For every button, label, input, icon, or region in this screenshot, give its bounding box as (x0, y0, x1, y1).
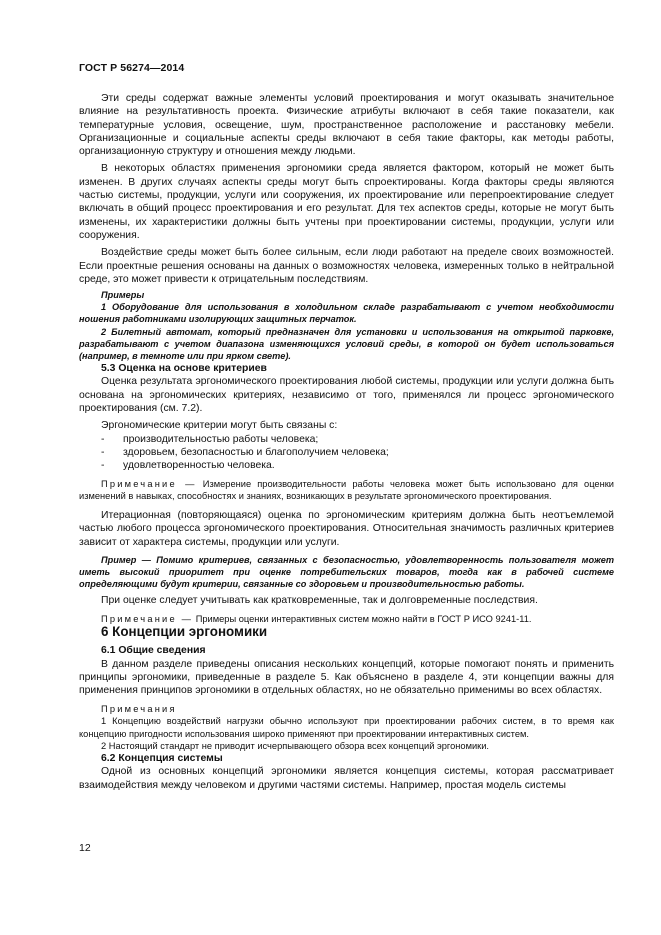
examples-heading: Примеры (101, 290, 145, 301)
paragraph-environment-impact: Воздействие среды может быть более сильным, если люди работают на пределе своих возможностей. Если проектные решения основаны на данных о возможностях человека, измеренных только в нейтральной среде, это может привести к отрицательным последствиям. (79, 247, 614, 285)
criteria-list (79, 433, 614, 473)
note-label: Примечание — (101, 613, 194, 624)
paragraph-evaluation: Оценка результата эргономического проектирования любой системы, продукции или услуги должна быть основана на эргономических критериях, независимо от того, применялся ли процесс эргономического проектирования (см. 7.2). (79, 376, 614, 415)
example-ticket-machine: 2 Билетный автомат, который предназначен для установки и использования на открытой парковке, разрабатывают с учетом диапазона изменяющихся условий среды, в которой он будет использоваться (например, в темноте или при ярком свете). (79, 326, 614, 361)
note-load-concept: 1 Концепцию воздействий нагрузки обычно используют при проектировании рабочих систем, в то время как концепцию пригодности использования широко применяют при проектировании интерактивных систем. (79, 716, 614, 739)
page-number: 12 (79, 842, 91, 854)
note-not-exhaustive: 2 Настоящий стандарт не приводит исчерпывающего обзора всех концепций эргономики. (101, 740, 490, 751)
paragraph-system-concept: Одной из основных концепций эргономики является концепция системы, которая рассматривает взаимодействия между человеком и другими частями системы. Например, простая модель системы (79, 766, 614, 791)
paragraph-consequences: При оценке следует учитывать как кратковременные, так и долговременные последствия. (101, 595, 538, 607)
section-5-3-title: 5.3 Оценка на основе критериев (101, 363, 267, 375)
section-6-1-title: 6.1 Общие сведения (101, 645, 206, 657)
section-6-title: 6 Концепции эргономики (101, 623, 268, 639)
section-6-2-title: 6.2 Концепция системы (101, 753, 223, 765)
paragraph-environment-factor: В некоторых областях применения эргономики среда является фактором, который не может быть изменен. В других случаях аспекты среды могут быть спроектированы. Когда факторы среды являются частью системы, продукции, услуги или сооружения, их проектирование или перепроектирование следует включать в общий процесс проектирования и его результат. Для тех аспектов среды, которые не могут быть изменены, их характеристики должны быть учтены при проектировании системы, продукции, услуги или сооружения. (79, 163, 614, 241)
notes-label: Примечания (101, 704, 177, 715)
paragraph-environment-elements: Эти среды содержат важные элементы условий проектирования и могут оказывать значительное влияние на результативность проекта. Физические атрибуты включают в себя такие показатели, как температурные условия, освещение, шум, пространственное расположение и расстановку мебели. Организационные и социальные аспекты среды включают в себя такие факторы, как методы работы, организационную структуру и отношения между людьми. (79, 93, 614, 158)
example-cold-storage: 1 Оборудование для использования в холодильном складе разрабатывают с учетом необходимости ношения работниками изолирующих защитных перчаток. (79, 302, 614, 325)
paragraph-concepts-overview: В данном разделе приведены описания нескольких концепций, которые помогают понять и применить принципы эргономики, приведенные в разделе 5. Как объяснено в разделе 4, эти концепции важны для применения принципов эргономики в отдельных областях, но не обязательно применимы во всех областях. (79, 658, 614, 697)
document-code-header: ГОСТ Р 56274—2014 (79, 62, 185, 74)
note-performance (79, 478, 614, 502)
list-item: - здоровьем, безопасностью и благополучием человека; (101, 446, 614, 459)
list-item: - удовлетворенностью человека. (101, 459, 614, 472)
note-label: Примечание — (101, 478, 197, 489)
paragraph-criteria-intro: Эргономические критерии могут быть связаны с: (101, 420, 338, 432)
list-item: - производительностью работы человека; (101, 433, 614, 446)
page-content (79, 92, 614, 792)
note-text: Измерение производительности работы человека может быть использовано для оценки изменений в навыках, способностях и знаниях, возникающих в результате эргономического проектирования. (79, 478, 614, 501)
paragraph-iterative-evaluation: Итерационная (повторяющаяся) оценка по эргономическим критериям должна быть неотъемлемой частью любого процесса эргономического проектирования. Относительная значимость различных критериев зависит от характера системы, продукции или услуги. (79, 509, 614, 548)
note-text: Примеры оценки интерактивных систем можно найти в ГОСТ Р ИСО 9241-11. (195, 613, 532, 624)
example-consumer-products: Пример — Помимо критериев, связанных с безопасностью, удовлетворенность пользователя может иметь высокий приоритет при оценке потребительских товаров, тогда как в рабочей системе определяющими будут критерии, связанные со здоровьем и производительностью работы. (79, 554, 614, 590)
